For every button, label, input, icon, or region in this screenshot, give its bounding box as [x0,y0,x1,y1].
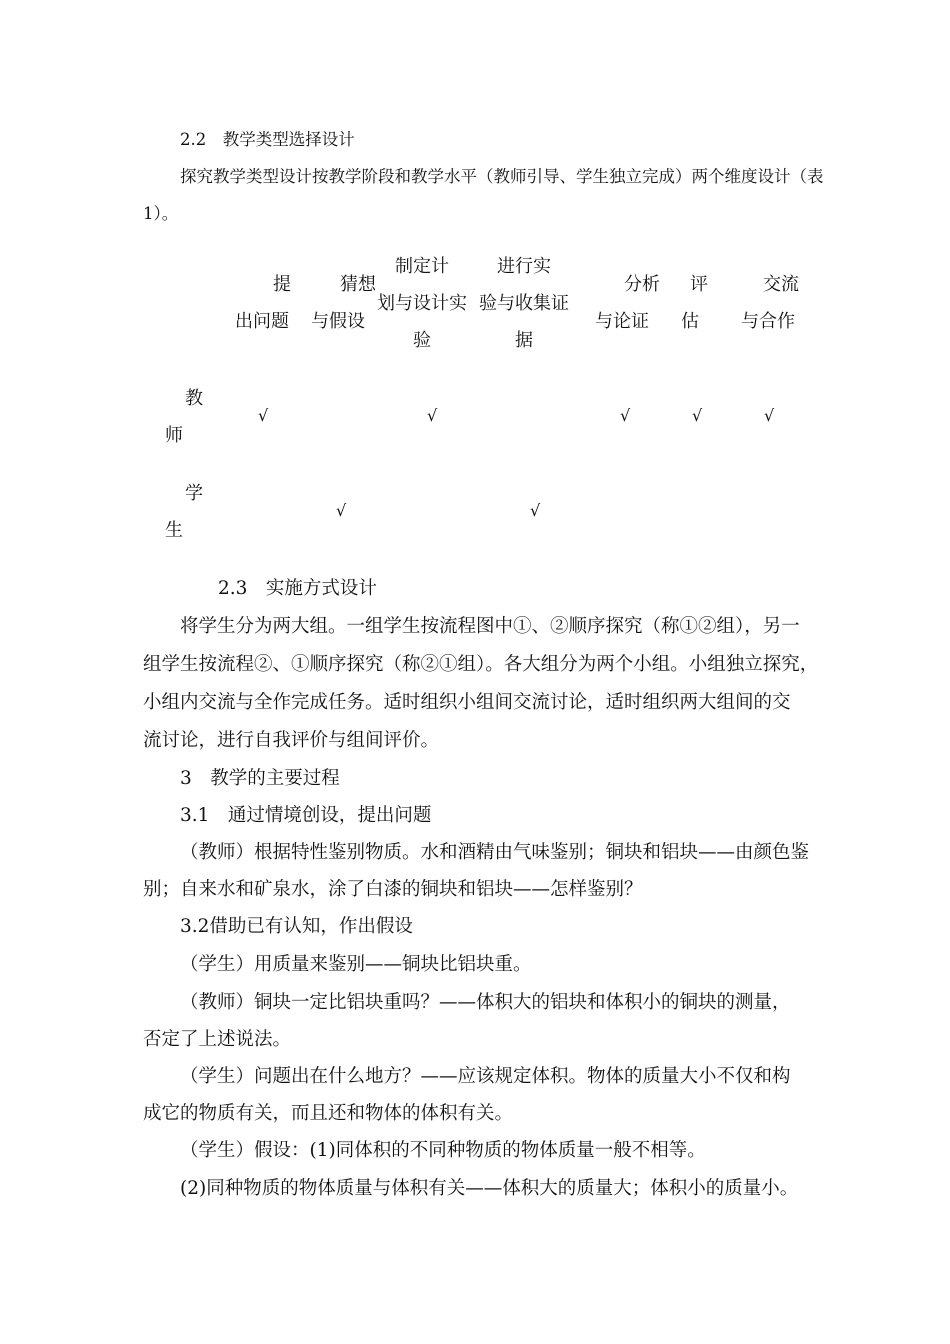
table-row-label-text: 学 [185,483,203,504]
table-header-5 [572,266,672,340]
table-header-text: 验与收集证 [479,293,569,314]
table-check-mark: √ [620,406,631,425]
section-heading-3: 3 教学的主要过程 [180,768,340,789]
table-header-text: 进行实 [497,256,551,277]
paragraph-2-3-line-2: 组学生按流程②、①顺序探究（称②①组）。各大组分为两个小组。小组独立探究， [143,654,819,675]
paragraph-2-3-line-3: 小组内交流与全作完成任务。适时组织小组间交流讨论，适时组织两大组间的交 [143,692,791,713]
table-row-label-student [165,475,203,549]
table-check-mark: √ [530,501,541,520]
section-heading-2-2: 2.2 教学类型选择设计 [180,130,355,149]
table-check-mark: √ [336,501,347,520]
table-header-text: 划与设计实 [377,293,467,314]
table-header-text: 与假设 [311,311,365,332]
table-header-text: 据 [515,330,533,351]
paragraph-student-2-line-1: （学生）问题出在什么地方？——应该规定体积。物体的质量大小不仅和构 [180,1066,791,1087]
subsection-heading-3-1: 3.1 通过情境创设，提出问题 [180,805,432,826]
paragraph-teacher-2-line-1: （教师）铜块一定比铝块重吗？——体积大的铝块和体积小的铜块的测量， [180,992,791,1013]
table-header-text: 出问题 [235,311,289,332]
table-check-mark: √ [764,406,775,425]
table-header-6 [660,266,720,340]
paragraph-student-1: （学生）用质量来鉴别——铜块比铝块重。 [180,954,532,975]
table-header-text: 与合作 [741,311,795,332]
table-header-4 [464,248,584,359]
paragraph-hypothesis-2: (2)同种物质的物体质量与体积有关——体积大的质量大；体积小的质量小。 [180,1178,799,1199]
paragraph-3-1-line-1: （教师）根据特性鉴别物质。水和酒精由气味鉴别；铜块和铝块——由颜色鉴 [180,842,810,863]
table-header-text: 与论证 [595,311,649,332]
table-header-7 [718,266,818,340]
paragraph-2-3-line-4: 流讨论，进行自我评价与组间评价。 [143,730,440,751]
table-header-text: 交流 [763,274,799,295]
paragraph-teacher-2-line-2: 否定了上述说法。 [143,1029,292,1050]
table-row-label-teacher [165,380,203,454]
table-row-label-text: 师 [165,425,183,446]
table-check-mark: √ [692,406,703,425]
table-check-mark: √ [258,406,269,425]
table-header-text: 提 [273,274,291,295]
section-heading-2-3: 2.3 实施方式设计 [218,578,377,599]
subsection-heading-3-2: 3.2借助已有认知，作出假设 [180,916,413,937]
table-header-text: 验 [413,330,431,351]
table-row-label-text: 生 [165,520,183,541]
paragraph-hypothesis-1: （学生）假设：(1)同体积的不同种物质的物体质量一般不相等。 [180,1140,706,1161]
paragraph-student-2-line-2: 成它的物质有关，而且还和物体的体积有关。 [143,1103,514,1124]
table-header-text: 估 [681,311,699,332]
paragraph-2-2-line-2: 1）。 [143,204,179,223]
table-header-text: 猜想 [340,274,376,295]
paragraph-2-3-line-1: 将学生分为两大组。一组学生按流程图中①、②顺序探究（称①②组），另一 [180,616,800,637]
table-header-text: 制定计 [395,256,449,277]
table-row-label-text: 教 [185,388,203,409]
table-check-mark: √ [427,406,438,425]
table-header-text: 评 [690,274,708,295]
paragraph-3-1-line-2: 别；自来水和矿泉水，涂了白漆的铜块和铝块——怎样鉴别？ [143,879,643,900]
table-header-text: 分析 [624,274,660,295]
paragraph-2-2-line-1: 探究教学类型设计按教学阶段和教学水平（教师引导、学生独立完成）两个维度设计（表 [180,167,824,186]
